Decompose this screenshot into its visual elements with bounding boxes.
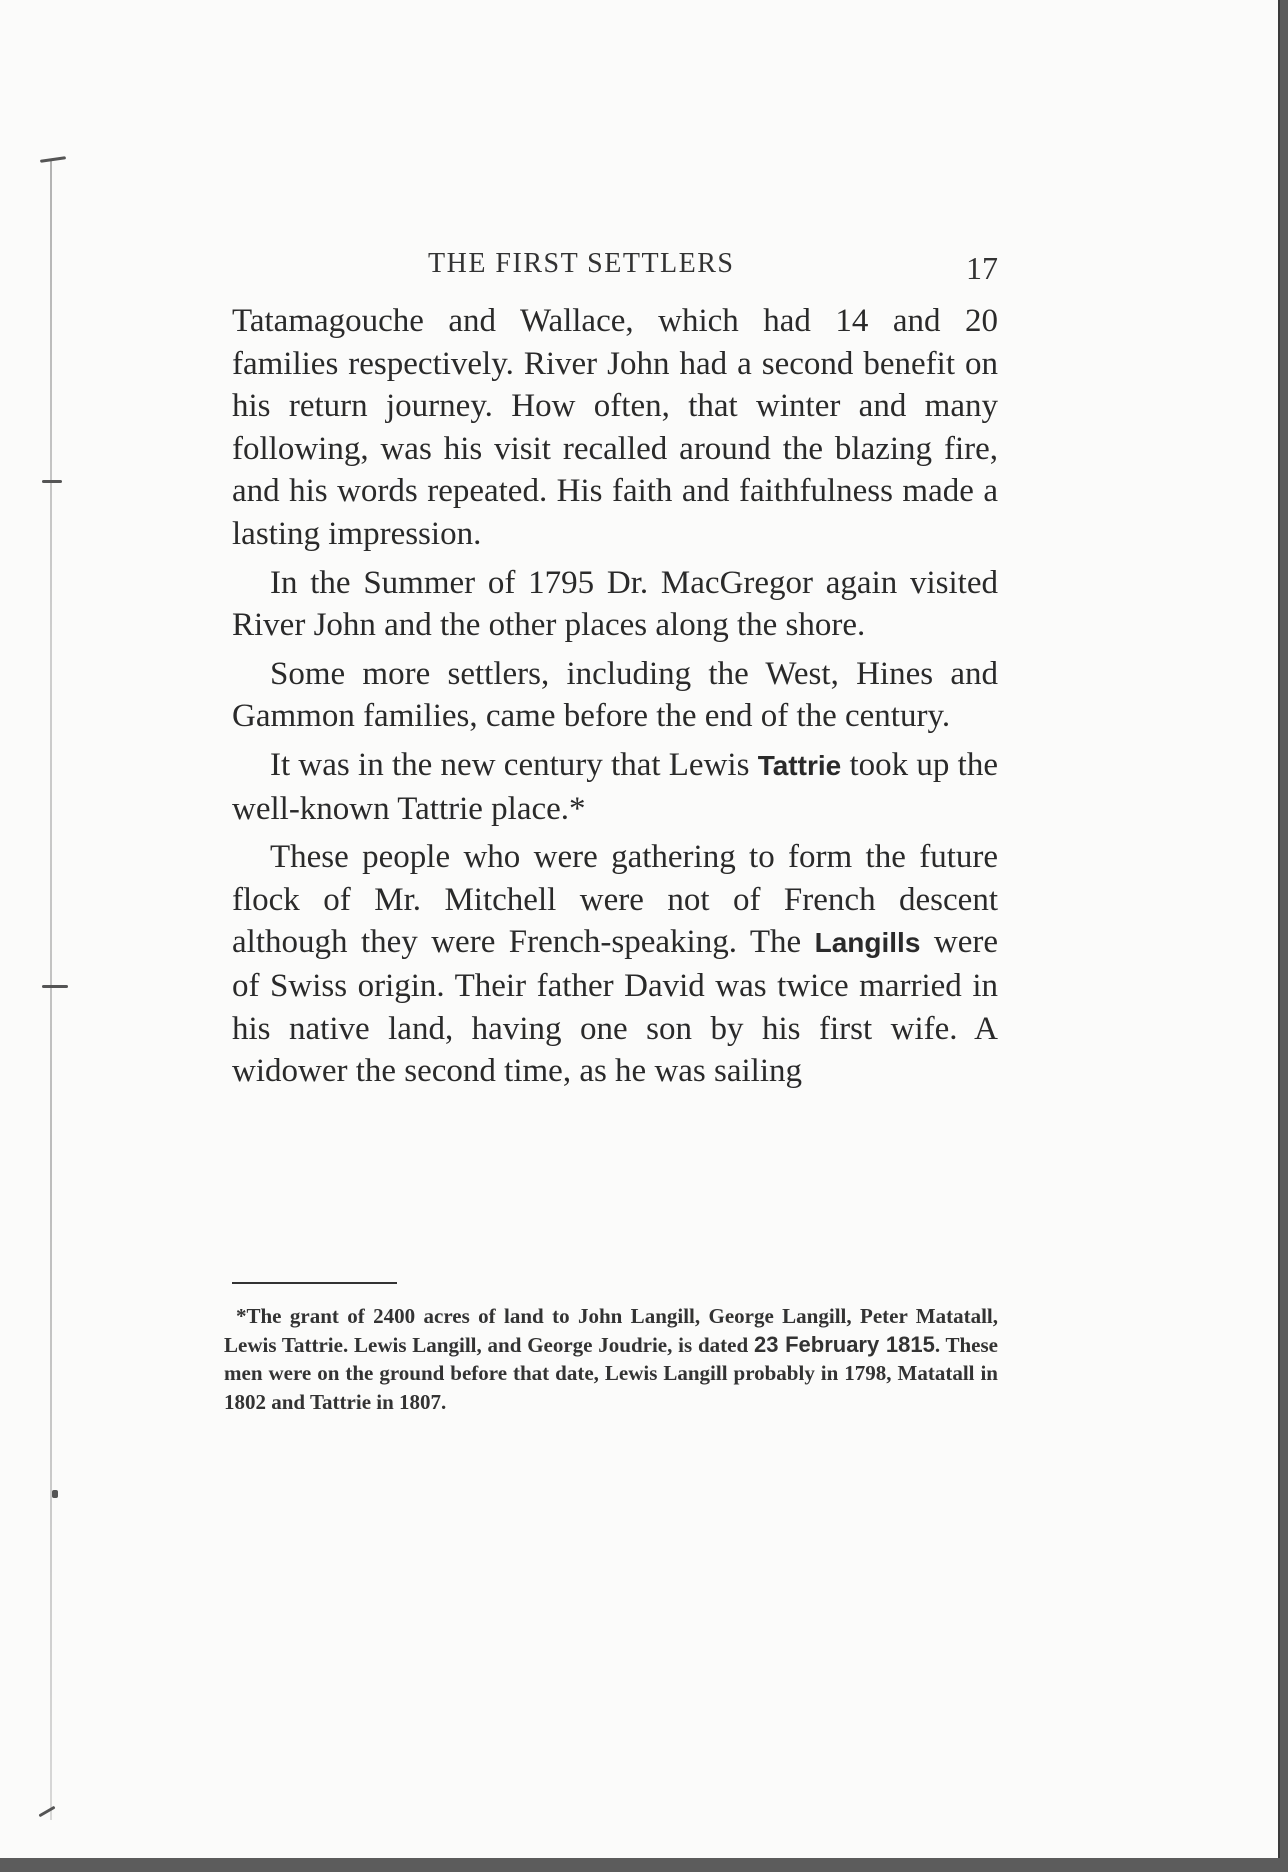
bold-name: Tattrie [757, 749, 842, 781]
binding-mark [42, 480, 62, 483]
paragraph: Tatamagouche and Wallace, which had 14 and 20 families respectively. River John had a second benefit on his return journey. How often, that winter and many following, was his visit recalled around the blazing fire, and his words repeated. His faith and faithfulness made a lasting impression. [232, 303, 998, 552]
paragraph [232, 836, 998, 1093]
footnote-date: 23 February 1815 [753, 1331, 935, 1357]
text-run: took up the well-known Tattrie place.* [232, 746, 999, 827]
bold-name: Langills [814, 927, 921, 959]
text-run: These people who were gathering to form the future flock of Mr. Mitchell were not of French descent although they were French-speaking. The [232, 839, 998, 961]
text-run: . These men were on the ground before that date, Lewis Langill probably in 1798, Matatall in 1802 and Tattrie in 1807. [224, 1332, 998, 1414]
text-run: The grant of 2400 acres of land to John Langill, George Langill, Peter Matatall, Lewis Tattrie. Lewis Langill, and George Joudrie, is dated [224, 1304, 998, 1357]
page-number: 17 [966, 250, 998, 286]
page-header [228, 248, 998, 288]
footnote [224, 1302, 998, 1416]
paragraph [232, 744, 998, 830]
text-run: were of Swiss origin. Their father David was twice married in his native land, having one son by his first wife. A widower the second time, as he was sailing [232, 924, 998, 1090]
footnote-divider [232, 1282, 397, 1284]
body-text [232, 300, 998, 1099]
running-title: THE FIRST SETTLERS [428, 248, 735, 279]
footnote-marker: * [236, 1304, 247, 1328]
paragraph: In the Summer of 1795 Dr. MacGregor again visited River John and the other places along the shore. [232, 564, 998, 644]
text-run: It was in the new century that Lewis [270, 746, 758, 783]
binding-mark [42, 985, 68, 988]
binding-edge [50, 160, 52, 1820]
binding-mark [52, 1490, 58, 1498]
binding-mark [38, 1806, 55, 1818]
binding-mark [40, 156, 66, 163]
paragraph: Some more settlers, including the West, Hines and Gammon families, came before the end of the century. [232, 655, 998, 735]
